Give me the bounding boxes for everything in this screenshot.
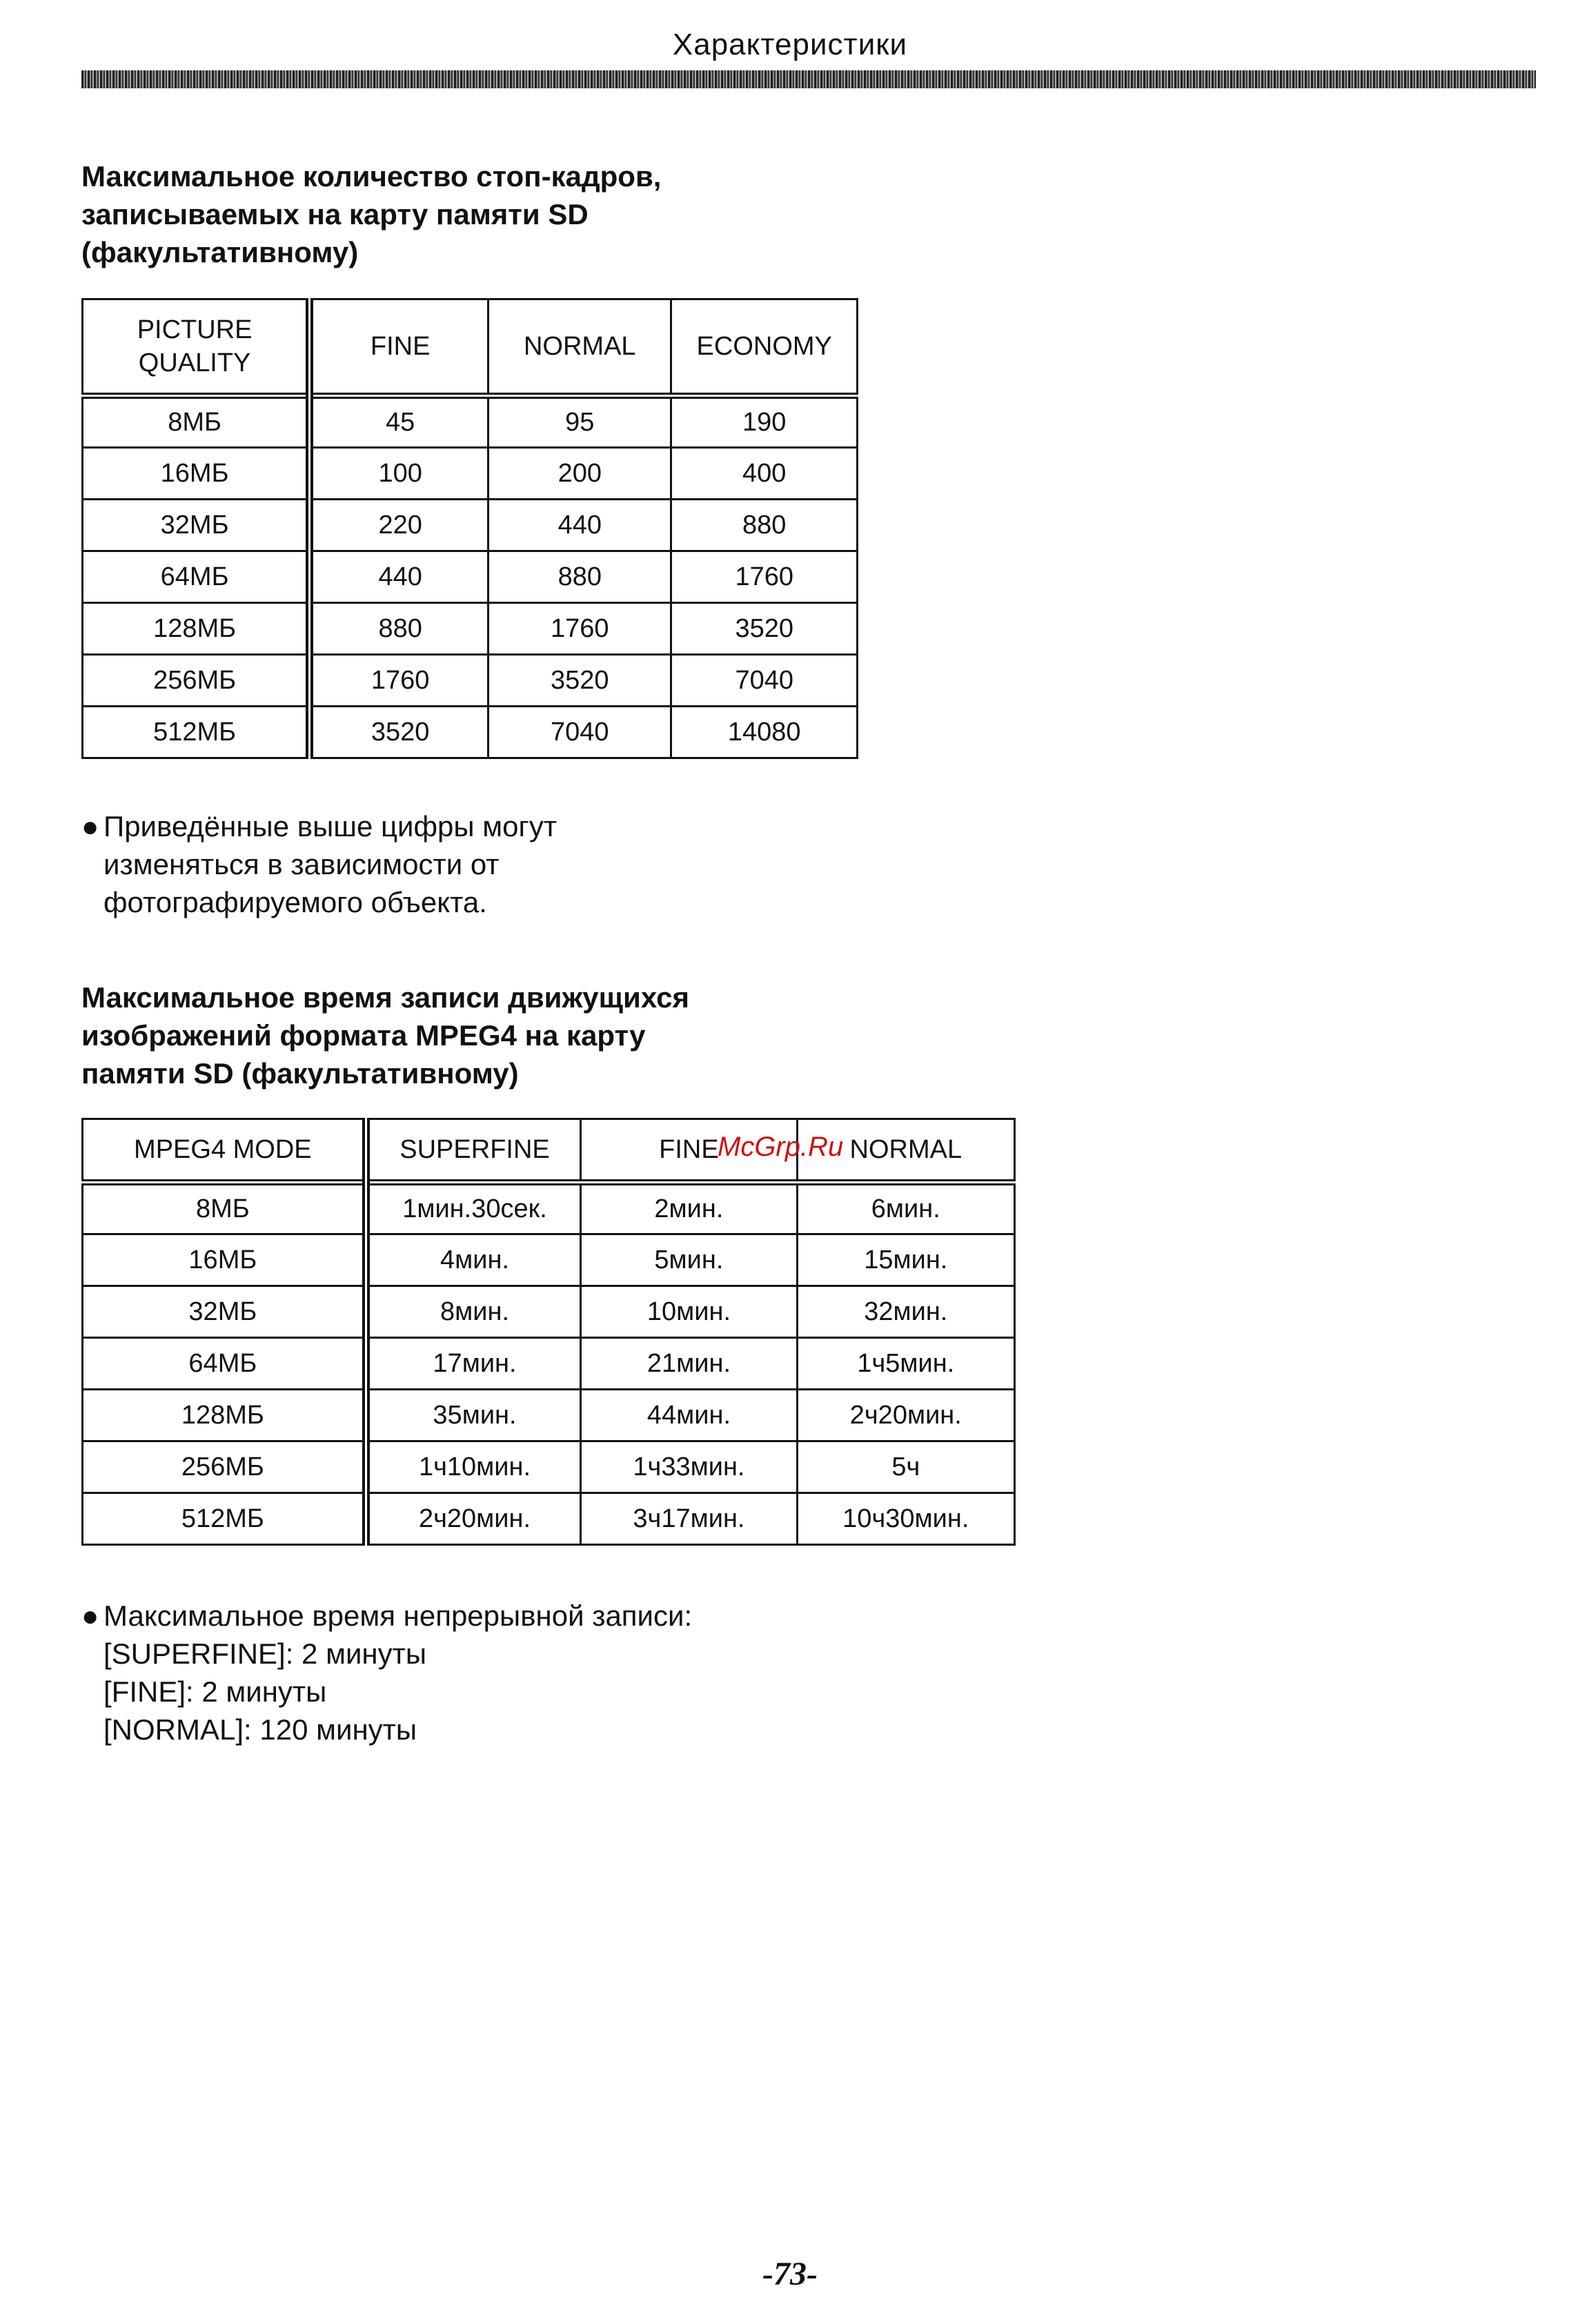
section1-title <box>81 157 661 271</box>
note-line: [SUPERFINE]: 2 минуты <box>103 1637 427 1670</box>
table-cell: 128МБ <box>83 603 310 655</box>
table-cell: 190 <box>671 396 858 448</box>
table-cell: 3520 <box>488 655 671 707</box>
table-cell: 1ч33мин. <box>581 1441 797 1493</box>
note-line: Приведённые выше цифры могут <box>103 810 557 843</box>
section2-title-line: Максимальное время записи движущихся <box>81 981 690 1014</box>
table-cell: 3520 <box>310 707 488 758</box>
page-number: -73- <box>762 2256 818 2292</box>
table-cell: 64МБ <box>83 1338 366 1390</box>
table-cell: 2ч20мин. <box>366 1493 581 1545</box>
table-row <box>83 1493 1015 1545</box>
still-images-table <box>81 298 858 759</box>
table-cell: 880 <box>310 603 488 655</box>
note-line: [NORMAL]: 120 минуты <box>103 1713 417 1746</box>
section1-title-line: (факультативному) <box>81 236 359 268</box>
note-line: [FINE]: 2 минуты <box>103 1675 327 1708</box>
table-row <box>83 500 858 551</box>
column-header: MPEG4 MODE <box>83 1119 366 1183</box>
table-cell: 1ч10мин. <box>366 1441 581 1493</box>
table-cell: 1760 <box>671 551 858 603</box>
table-row <box>83 551 858 603</box>
column-header: FINE <box>581 1119 797 1183</box>
table-cell: 2ч20мин. <box>797 1390 1014 1441</box>
table-cell: 5мин. <box>581 1234 797 1286</box>
table-header-row <box>83 1119 1015 1183</box>
table-cell: 5ч <box>797 1441 1014 1493</box>
table-cell: 16МБ <box>83 448 310 500</box>
header-rule <box>81 70 1536 88</box>
table-cell: 95 <box>488 396 671 448</box>
table-cell: 35мин. <box>366 1390 581 1441</box>
table-cell: 256МБ <box>83 655 310 707</box>
table-cell: 880 <box>671 500 858 551</box>
table-cell: 256МБ <box>83 1441 366 1493</box>
table-cell: 880 <box>488 551 671 603</box>
table-row <box>83 448 858 500</box>
note-line: Максимальное время непрерывной записи: <box>103 1599 693 1632</box>
section1-title-line: записываемых на карту памяти SD <box>81 198 589 230</box>
table-cell: 100 <box>310 448 488 500</box>
table-cell: 10ч30мин. <box>797 1493 1014 1545</box>
table-cell: 16МБ <box>83 1234 366 1286</box>
table-cell: 15мин. <box>797 1234 1014 1286</box>
column-header: PICTURE QUALITY <box>83 299 310 396</box>
table-cell: 2мин. <box>581 1183 797 1234</box>
table-cell: 220 <box>310 500 488 551</box>
table-cell: 200 <box>488 448 671 500</box>
table-row <box>83 1338 1015 1390</box>
table-row <box>83 655 858 707</box>
table-cell: 10мин. <box>581 1286 797 1338</box>
table-cell: 1760 <box>310 655 488 707</box>
section2-title-line: изображений формата MPEG4 на карту <box>81 1019 646 1052</box>
table-cell: 440 <box>310 551 488 603</box>
column-header: NORMAL <box>797 1119 1014 1183</box>
table-cell: 512МБ <box>83 1493 366 1545</box>
column-header: FINE <box>310 299 488 396</box>
table-cell: 128МБ <box>83 1390 366 1441</box>
note-line: изменяться в зависимости от <box>103 848 500 880</box>
table-cell: 8МБ <box>83 396 310 448</box>
table-cell: 21мин. <box>581 1338 797 1390</box>
table-cell: 32МБ <box>83 1286 366 1338</box>
table-cell: 8мин. <box>366 1286 581 1338</box>
table-row <box>83 396 858 448</box>
table-cell: 14080 <box>671 707 858 758</box>
bullet-icon: ● <box>81 1599 99 1632</box>
page-header-title: Характеристики <box>672 28 908 61</box>
watermark: McGrp.Ru <box>718 1132 844 1162</box>
table-cell: 1ч5мин. <box>797 1338 1014 1390</box>
table-cell: 45 <box>310 396 488 448</box>
table-cell: 7040 <box>488 707 671 758</box>
table-cell: 3ч17мин. <box>581 1493 797 1545</box>
section2-title <box>81 978 689 1092</box>
table-header-row <box>83 299 858 396</box>
table-cell: 8МБ <box>83 1183 366 1234</box>
table-cell: 44мин. <box>581 1390 797 1441</box>
table-row <box>83 603 858 655</box>
table-cell: 32мин. <box>797 1286 1014 1338</box>
table-cell: 400 <box>671 448 858 500</box>
table-row <box>83 1183 1015 1234</box>
column-header: SUPERFINE <box>366 1119 581 1183</box>
table-row <box>83 707 858 758</box>
table-cell: 6мин. <box>797 1183 1014 1234</box>
table-cell: 4мин. <box>366 1234 581 1286</box>
table-cell: 17мин. <box>366 1338 581 1390</box>
mpeg4-recording-table <box>81 1118 1016 1546</box>
table-cell: 3520 <box>671 603 858 655</box>
section2-note <box>81 1597 692 1749</box>
section1-note <box>81 807 557 921</box>
table-row <box>83 1234 1015 1286</box>
table-cell: 1760 <box>488 603 671 655</box>
table-row <box>83 1441 1015 1493</box>
bullet-icon: ● <box>81 810 99 843</box>
table-row <box>83 1390 1015 1441</box>
section2-title-line: памяти SD (факультативному) <box>81 1057 519 1090</box>
table-cell: 1мин.30сек. <box>366 1183 581 1234</box>
column-header: ECONOMY <box>671 299 858 396</box>
table-row <box>83 1286 1015 1338</box>
table-cell: 440 <box>488 500 671 551</box>
column-header: NORMAL <box>488 299 671 396</box>
table-cell: 32МБ <box>83 500 310 551</box>
section1-title-line: Максимальное количество стоп-кадров, <box>81 160 662 193</box>
table-cell: 7040 <box>671 655 858 707</box>
table-cell: 64МБ <box>83 551 310 603</box>
table-cell: 512МБ <box>83 707 310 758</box>
note-line: фотографируемого объекта. <box>103 886 487 918</box>
